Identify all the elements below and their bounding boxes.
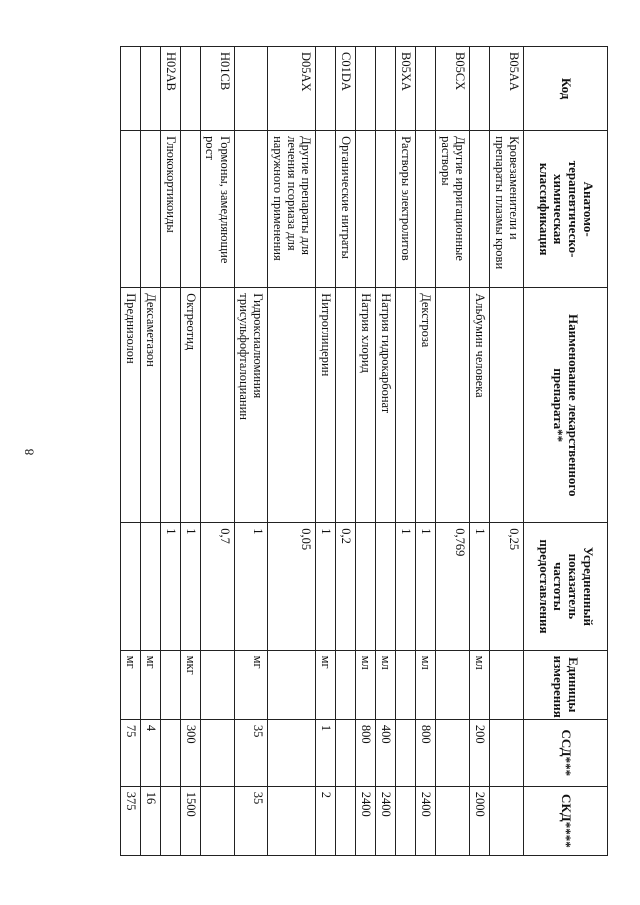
cell-code: H02AB — [160, 47, 180, 131]
table-row — [490, 47, 524, 856]
cell-unit: мг — [316, 650, 336, 719]
table-row — [436, 47, 470, 856]
cell-atc: Другие препараты для лечения псориаза для наружного применения — [268, 131, 316, 288]
cell-atc: Другие ирригационные растворы — [436, 131, 470, 288]
cell-unit: мг — [234, 650, 268, 719]
cell-unit — [160, 650, 180, 719]
cell-drug-name — [160, 288, 180, 523]
table-row — [356, 47, 376, 856]
cell-atc — [376, 131, 396, 288]
header-unit: Единицы измерения — [524, 650, 608, 719]
cell-skd: 2000 — [470, 786, 490, 855]
cell-ssd — [160, 719, 180, 786]
cell-skd: 2 — [316, 786, 336, 855]
cell-drug-name — [200, 288, 234, 523]
cell-skd — [436, 786, 470, 855]
table-row — [140, 47, 160, 856]
table-row — [336, 47, 356, 856]
cell-ssd: 800 — [416, 719, 436, 786]
cell-atc: Органические нитраты — [336, 131, 356, 288]
cell-ssd: 4 — [140, 719, 160, 786]
cell-frequency: 0,7 — [200, 523, 234, 650]
cell-frequency: 1 — [470, 523, 490, 650]
cell-unit: мл — [376, 650, 396, 719]
cell-frequency — [356, 523, 376, 650]
header-code: Код — [524, 47, 608, 131]
cell-frequency — [120, 523, 140, 650]
cell-ssd — [268, 719, 316, 786]
cell-frequency — [140, 523, 160, 650]
cell-atc: Гормоны, замедляющие рост — [200, 131, 234, 288]
cell-code — [180, 47, 200, 131]
cell-code: B05XA — [396, 47, 416, 131]
table-row — [234, 47, 268, 856]
cell-code: B05AA — [490, 47, 524, 131]
cell-skd — [396, 786, 416, 855]
cell-unit: мг — [140, 650, 160, 719]
cell-atc — [120, 131, 140, 288]
cell-code — [416, 47, 436, 131]
table-header-row — [524, 47, 608, 856]
table-body — [120, 47, 523, 856]
cell-unit — [490, 650, 524, 719]
cell-drug-name: Октреотид — [180, 288, 200, 523]
cell-atc — [234, 131, 268, 288]
cell-drug-name — [436, 288, 470, 523]
cell-skd: 35 — [234, 786, 268, 855]
header-atc: Анатомо-терапевтическо-химическая классификация — [524, 131, 608, 288]
cell-atc — [140, 131, 160, 288]
cell-frequency: 1 — [316, 523, 336, 650]
cell-code — [316, 47, 336, 131]
cell-unit: мл — [470, 650, 490, 719]
cell-drug-name: Нитроглицерин — [316, 288, 336, 523]
cell-unit: мл — [356, 650, 376, 719]
cell-frequency: 1 — [234, 523, 268, 650]
cell-unit — [436, 650, 470, 719]
cell-atc: Глюкокортикоиды — [160, 131, 180, 288]
cell-frequency: 1 — [180, 523, 200, 650]
cell-drug-name: Натрия гидрокарбонат — [376, 288, 396, 523]
cell-atc: Растворы электролитов — [396, 131, 416, 288]
cell-ssd: 200 — [470, 719, 490, 786]
cell-code — [376, 47, 396, 131]
cell-frequency: 0,25 — [490, 523, 524, 650]
cell-skd: 375 — [120, 786, 140, 855]
cell-drug-name: Натрия хлорид — [356, 288, 376, 523]
cell-code — [120, 47, 140, 131]
cell-drug-name: Преднизолон — [120, 288, 140, 523]
cell-unit — [396, 650, 416, 719]
cell-skd — [200, 786, 234, 855]
header-skd: СКД**** — [524, 786, 608, 855]
cell-code — [140, 47, 160, 131]
cell-atc — [356, 131, 376, 288]
header-frequency: Усредненный показатель частоты предоставления — [524, 523, 608, 650]
table-row — [316, 47, 336, 856]
rotated-table-container — [123, 46, 608, 856]
cell-skd — [160, 786, 180, 855]
cell-ssd: 75 — [120, 719, 140, 786]
header-drug-name: Наименование лекарственного препарата** — [524, 288, 608, 523]
table-row — [376, 47, 396, 856]
cell-skd — [490, 786, 524, 855]
cell-ssd: 800 — [356, 719, 376, 786]
cell-drug-name: Дексаметазон — [140, 288, 160, 523]
cell-frequency: 1 — [160, 523, 180, 650]
table-row — [416, 47, 436, 856]
cell-unit: мл — [416, 650, 436, 719]
cell-unit — [336, 650, 356, 719]
cell-ssd: 35 — [234, 719, 268, 786]
cell-skd: 2400 — [376, 786, 396, 855]
cell-code: D05AX — [268, 47, 316, 131]
cell-atc: Кровезаменители и препараты плазмы крови — [490, 131, 524, 288]
cell-ssd — [200, 719, 234, 786]
table-row — [180, 47, 200, 856]
cell-skd: 2400 — [356, 786, 376, 855]
cell-ssd: 400 — [376, 719, 396, 786]
cell-ssd — [336, 719, 356, 786]
cell-unit — [200, 650, 234, 719]
cell-frequency: 1 — [416, 523, 436, 650]
cell-frequency: 0,2 — [336, 523, 356, 650]
cell-atc — [316, 131, 336, 288]
header-ssd: ССД*** — [524, 719, 608, 786]
cell-ssd — [490, 719, 524, 786]
drug-table — [120, 46, 608, 856]
cell-skd — [268, 786, 316, 855]
cell-skd: 2400 — [416, 786, 436, 855]
cell-code — [356, 47, 376, 131]
table-row — [470, 47, 490, 856]
cell-code: H01CB — [200, 47, 234, 131]
cell-ssd — [436, 719, 470, 786]
cell-atc — [470, 131, 490, 288]
cell-skd — [336, 786, 356, 855]
cell-frequency: 0,769 — [436, 523, 470, 650]
cell-skd: 1500 — [180, 786, 200, 855]
cell-drug-name — [396, 288, 416, 523]
cell-unit: мг — [120, 650, 140, 719]
table-row — [160, 47, 180, 856]
cell-code — [470, 47, 490, 131]
cell-drug-name — [268, 288, 316, 523]
cell-unit — [268, 650, 316, 719]
cell-ssd: 300 — [180, 719, 200, 786]
cell-code — [234, 47, 268, 131]
cell-ssd: 1 — [316, 719, 336, 786]
page-number: 8 — [21, 448, 37, 456]
table-row — [396, 47, 416, 856]
cell-drug-name — [490, 288, 524, 523]
cell-atc — [180, 131, 200, 288]
cell-drug-name: Декстроза — [416, 288, 436, 523]
cell-frequency — [376, 523, 396, 650]
cell-code: C01DA — [336, 47, 356, 131]
cell-unit: мкг — [180, 650, 200, 719]
cell-drug-name — [336, 288, 356, 523]
cell-frequency: 0,05 — [268, 523, 316, 650]
cell-ssd — [396, 719, 416, 786]
cell-skd: 16 — [140, 786, 160, 855]
table-row — [200, 47, 234, 856]
table-row — [268, 47, 316, 856]
table-row — [120, 47, 140, 856]
cell-atc — [416, 131, 436, 288]
cell-code: B05CX — [436, 47, 470, 131]
cell-frequency: 1 — [396, 523, 416, 650]
cell-drug-name: Гидроксиалюминия трисульфофталоцианин — [234, 288, 268, 523]
cell-drug-name: Альбумин человека — [470, 288, 490, 523]
